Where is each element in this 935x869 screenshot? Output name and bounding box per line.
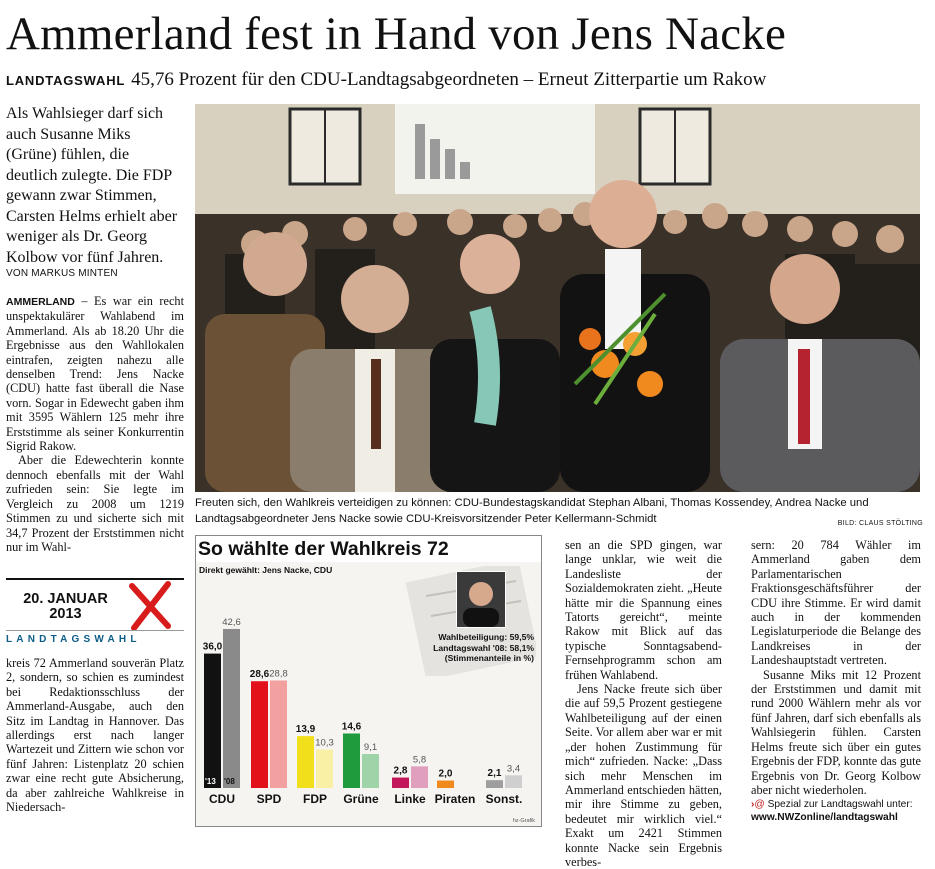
bar-2008-spd: [270, 680, 287, 788]
ballot-cross-icon: [124, 580, 176, 632]
bar-2013-piraten: [437, 781, 454, 788]
paragraph: Susanne Miks mit 12 Prozent der Erststimmen und damit mit rund 2000 Wählern mehr als vor fünf Jahren, darf sich ebenfalls als Wahlsiegerin fühlen. Carsten Helms freute sich über ein gutes Ergebnis der FDP, konnte das gute Ergebnis von Dr. Georg Kolbow aber nicht wiederholen.: [751, 667, 921, 797]
paragraph: sern: 20 784 Wähler im Ammerland gaben dem Parlamentarischen Fraktionsgeschäftsführer der CDU ihre Stimme. Er wird damit auch in der kommenden Legislaturperiode die Belange des Landkreises in der Landeshauptstadt vertreten.: [751, 538, 921, 668]
headline: Ammerland fest in Hand von Jens Nacke: [6, 8, 787, 60]
chart-note: Wahlbeteiligung: 59,5% Landtagswahl '08: 58,1% (Stimmenanteile in %): [433, 632, 534, 663]
paragraph: kreis 72 Ammerland souverän Platz 2, sondern, so schien es zumindest bei Redaktionsschluss der Ammerland-Ausgabe, auch den Sitz im Landtag in Hannover. Das allerdings erst nach langer Wartezeit und Zittern wie schon vor fünf Jahren: Listenplatz 20 schien zwar eine recht gute Absicherung, da aber zahlreiche Wahlkreise in Niedersach-: [6, 656, 184, 815]
date: 20. JANUAR 2013: [23, 591, 108, 622]
column-1-top: [6, 294, 184, 554]
bar-2013-cdu: [204, 654, 221, 788]
value-label: 42,6: [222, 616, 241, 628]
paragraph: sen an die SPD gingen, war lange unklar, wie weit die Landesliste der Sozialdemokraten zieht. „Heute hätte mir die Spannung eines Tatorts gereicht“, meinte Rakow mit Blick auf das typische Sonntagsabend-Fernsehprogramm schon am frühen Wahlabend.: [565, 538, 722, 682]
footer-link-block: [751, 799, 926, 824]
dateline: AMMERLAND: [6, 296, 75, 308]
chart-title: So wählte der Wahlkreis 72: [196, 536, 542, 562]
bar-2008-cdu: [223, 629, 240, 788]
value-label: 2,8: [393, 765, 408, 777]
column-1-bottom: [6, 656, 184, 814]
byline: VON MARKUS MINTEN: [6, 268, 118, 279]
group-photo-illustration: [195, 104, 920, 492]
photo-credit: BILD: CLAUS STÖLTING: [837, 520, 923, 527]
column-2: [565, 538, 722, 869]
date-box: [6, 578, 184, 646]
column-3: [751, 538, 921, 797]
bar-2008-linke: [411, 766, 428, 788]
chart-source: hz-Grafik: [512, 818, 535, 824]
kicker: LANDTAGSWAHL: [6, 73, 126, 88]
bar-2008-sonst: [505, 775, 522, 788]
value-label: 14,6: [341, 721, 362, 733]
paragraph: AMMERLAND – Es war ein recht unspektakulärer Wahlabend im Ammerland. Als ab 18.20 Uhr die Ergebnisse aus den Wahllokalen eintrafen, zeigten nahezu alle denselben Trend: Jens Nacke (CDU) hatte fast überall die Nase vorn. Sogar in Edewecht gaben ihm mit 3595 Wählern 125 mehr ihre Erststimme als seiner Konkurrentin Sigrid Rakow.: [6, 294, 184, 454]
category-label: Piraten: [434, 792, 476, 806]
bar-2008-fdp: [316, 750, 333, 788]
subheadline-row: [6, 68, 931, 93]
series-label-2008: '08: [224, 777, 235, 786]
bar-2013-fdp: [297, 736, 314, 788]
bar-2008-grüne: [362, 754, 379, 788]
category-label: SPD: [256, 792, 282, 806]
value-label: 28,8: [269, 668, 288, 680]
chart-subtitle: Direkt gewählt: Jens Nacke, CDU: [199, 565, 333, 575]
category-label: Grüne: [343, 792, 379, 806]
paragraph: Aber die Edewechterin konnte dennoch ebenfalls mit der Wahl zufrieden sein: Sie legte im Vergleich zu 2008 um 1219 Stimmen zu und sicherte sich mit 34,7 Prozent der Erststimmen nicht nur im Wahl-: [6, 453, 184, 554]
value-label: 10,3: [315, 737, 334, 749]
series-label-2013: '13: [205, 777, 216, 786]
chart-plot: [196, 576, 541, 826]
paragraph: Jens Nacke freute sich über die auf 59,5 Prozent gestiegene Wahlbeteiligung auf der einen Seite. Vor allem aber war er mit „der hohen Zustimmung für mich“ zufrieden. Nacke: „Dass sich mehr Menschen im Ammerland entschieden hätten, mir ihre Stimme zu geben, bedeutet mir wirklich viel.“ Exakt um 2421 Stimmen konnte Nacke sein Ergebnis verbes-: [565, 682, 722, 869]
photo-caption: Freuten sich, den Wahlkreis verteidigen zu können: CDU-Bundestagskandidat Stephan Albani, Thomas Kossendey, Andrea Nacke und Landtagsabgeordneter Jens Nacke sowie CDU-Kreisvorsitzender Peter Kellermann-Schmidt BILD: CLAUS STÖLTING: [195, 495, 923, 532]
category-label: Sonst.: [485, 792, 523, 806]
category-label: Linke: [394, 792, 426, 806]
value-label: 3,4: [506, 763, 521, 775]
bar-2013-linke: [392, 778, 409, 788]
arrow-icon: ›: [751, 799, 755, 810]
category-label: FDP: [303, 792, 327, 806]
date-box-label: LANDTAGSWAHL: [6, 630, 184, 645]
category-label: CDU: [209, 792, 235, 806]
value-label: 28,6: [249, 669, 270, 681]
bar-2013-grüne: [343, 733, 360, 788]
value-label: 2,1: [487, 768, 502, 780]
intro-text: Als Wahlsieger darf sich auch Susanne Miks (Grüne) fühlen, die deutlich zulegte. Die FDP gewann zwar Stimmen, Carsten Helms erhielt aber weniger als Dr. Georg Kolbow vor fünf Jahren.: [6, 105, 178, 266]
value-label: 13,9: [295, 724, 316, 736]
bar-2013-spd: [251, 681, 268, 788]
at-icon: @: [754, 799, 765, 810]
value-label: 5,8: [412, 754, 427, 766]
footer-url[interactable]: www.NWZonline/landtagswahl: [751, 811, 898, 823]
bar-2013-sonst: [486, 780, 503, 788]
subheadline: 45,76 Prozent für den CDU-Landtagsabgeordneten – Erneut Zitterpartie um Rakow: [131, 69, 767, 90]
footer-label: Spezial zur Landtagswahl unter:: [767, 799, 913, 810]
value-label: 9,1: [363, 742, 378, 754]
value-label: 36,0: [202, 641, 223, 653]
value-label: 2,0: [438, 768, 453, 780]
photo: [195, 104, 920, 492]
election-chart: [195, 535, 542, 827]
